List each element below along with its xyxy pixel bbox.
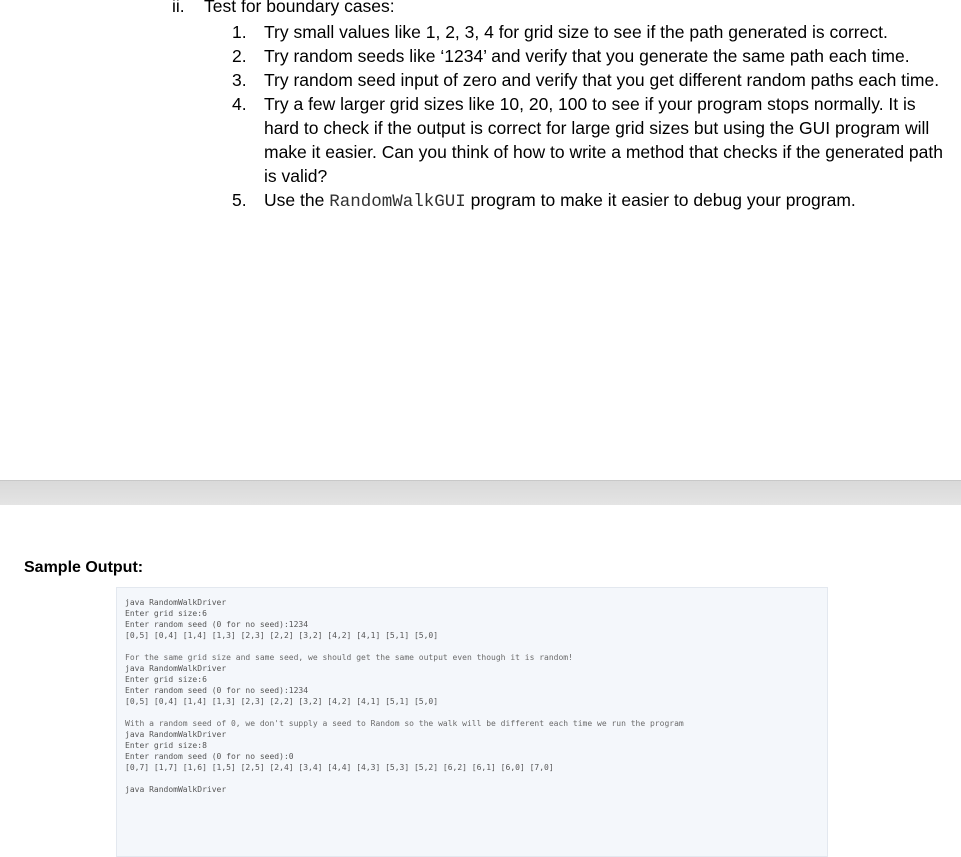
page-break: [0, 480, 961, 505]
sample-output-terminal: [116, 587, 828, 857]
boundary-cases-title: Test for boundary cases:: [204, 0, 395, 16]
terminal-line: Enter grid size:6: [125, 609, 207, 618]
list-item: 2. Try random seeds like ‘1234’ and verify that you generate the same path each time.: [232, 46, 910, 66]
list-item: 1. Try small values like 1, 2, 3, 4 for grid size to see if the path generated is correct.: [232, 22, 888, 42]
list-item: 5. Use the RandomWalkGUI program to make it easier to debug your program.: [232, 190, 856, 212]
boundary-cases-heading: [172, 0, 395, 17]
document-page-bottom: [0, 505, 961, 845]
terminal-blank-line: [125, 641, 819, 652]
terminal-line: Enter random seed (0 for no seed):1234: [125, 686, 309, 695]
roman-numeral: ii.: [172, 0, 185, 16]
list-item: 4. Try a few larger grid sizes like 10, 20, 100 to see if your program stops normally. It is hard to check if the output is correct for large grid sizes but using the GUI program will make it easier. Can you think of how to write a method that checks if the generated path is valid?: [232, 94, 943, 186]
terminal-line: Enter random seed (0 for no seed):0: [125, 752, 294, 761]
terminal-line: Enter random seed (0 for no seed):1234: [125, 620, 309, 629]
terminal-line: For the same grid size and same seed, we should get the same output even though it is random!: [125, 653, 573, 662]
terminal-line: [0,5] [0,4] [1,4] [1,3] [2,3] [2,2] [3,2] [4,2] [4,1] [5,1] [5,0]: [125, 697, 439, 706]
list-item: 3. Try random seed input of zero and verify that you get different random paths each time.: [232, 70, 940, 90]
terminal-blank-line: [125, 707, 819, 718]
terminal-line: Enter grid size:8: [125, 741, 207, 750]
terminal-line: With a random seed of 0, we don't supply a seed to Random so the walk will be different each time we run the program: [125, 719, 684, 728]
gui-class-name: RandomWalkGUI: [329, 192, 466, 212]
terminal-line: java RandomWalkDriver: [125, 785, 227, 794]
terminal-line: java RandomWalkDriver: [125, 730, 227, 739]
terminal-line: [0,7] [1,7] [1,6] [1,5] [2,5] [2,4] [3,4] [4,4] [4,3] [5,3] [5,2] [6,2] [6,1] [6,0] [7,0]: [125, 763, 554, 772]
terminal-line: java RandomWalkDriver: [125, 664, 227, 673]
terminal-line: [0,5] [0,4] [1,4] [1,3] [2,3] [2,2] [3,2] [4,2] [4,1] [5,1] [5,0]: [125, 631, 439, 640]
boundary-cases-list: [232, 20, 952, 214]
terminal-line: Enter grid size:6: [125, 675, 207, 684]
terminal-blank-line: [125, 773, 819, 784]
terminal-line: java RandomWalkDriver: [125, 598, 227, 607]
sample-output-heading: Sample Output:: [24, 559, 144, 576]
